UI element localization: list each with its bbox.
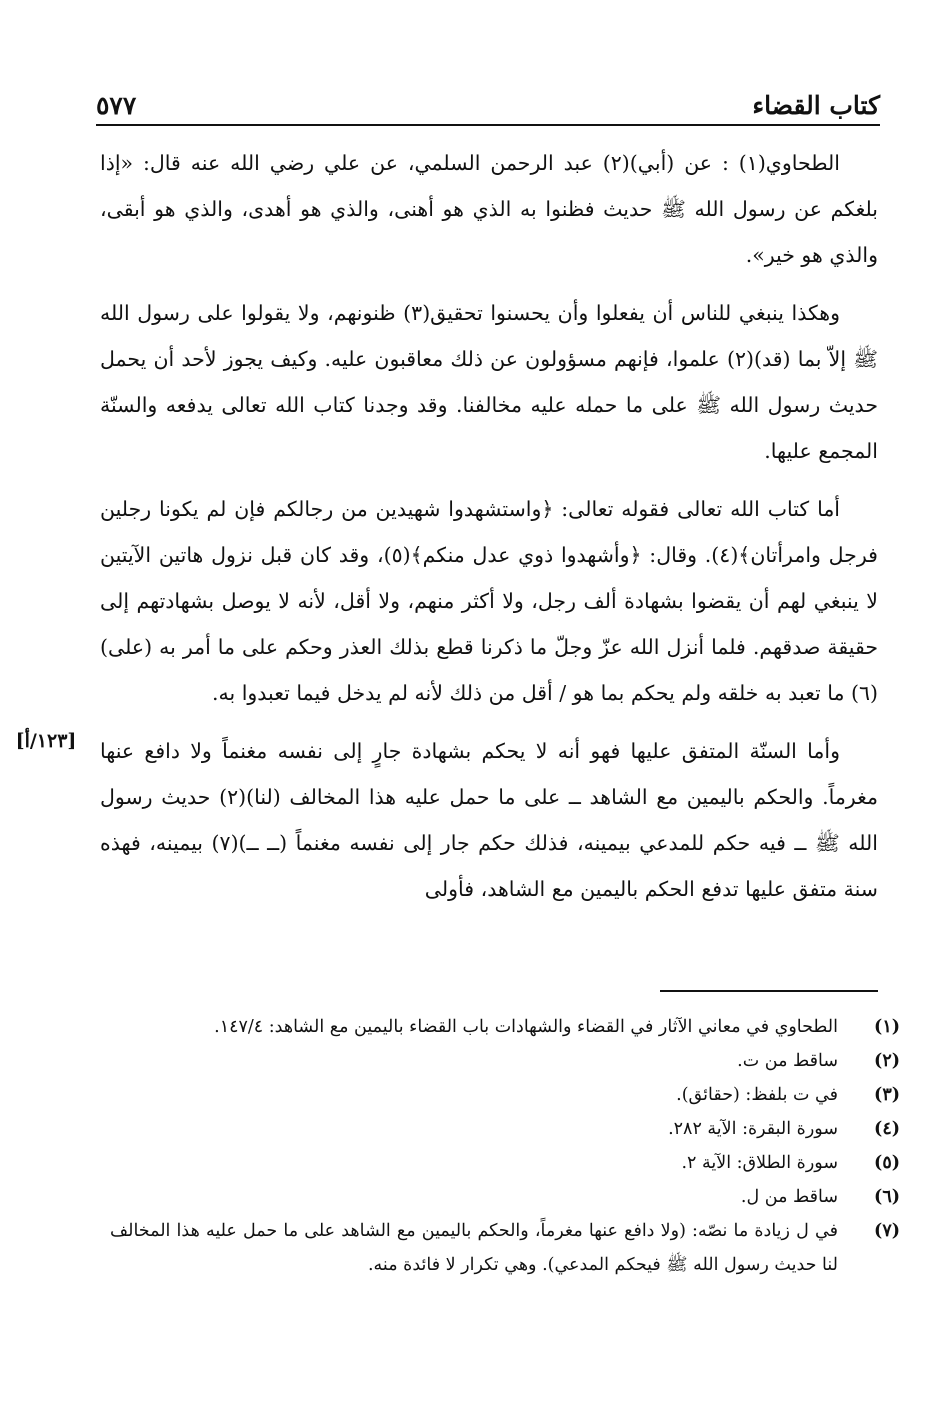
- footnote: [110, 1214, 900, 1282]
- footnote: [110, 1044, 900, 1078]
- footnote-number: (٥): [874, 1153, 900, 1173]
- footnote-number: (٧): [874, 1221, 900, 1241]
- footnote-text: ساقط من ل.: [740, 1187, 838, 1207]
- footnote-text: في ت بلفظ: (حقائق).: [676, 1085, 838, 1105]
- footnote-number: (٢): [874, 1051, 900, 1071]
- footnote-text: سورة الطلاق: الآية ٢.: [681, 1153, 838, 1173]
- footnote-text: في ل زيادة ما نصّه: (ولا دافع عنها مغرماً، والحكم باليمين مع الشاهد على ما حمل عليه هذا المخالف لنا حديث رسول الله ﷺ فيحكم المدعي). وهي تكرار لا فائدة منه.: [110, 1221, 838, 1275]
- footnote-number: (٦): [874, 1187, 900, 1207]
- manuscript-folio-marker: [١٢٣/أ]: [15, 730, 77, 752]
- footnote: [110, 1010, 900, 1044]
- main-text: [100, 140, 878, 924]
- footnote-text: ساقط من ت.: [737, 1051, 838, 1071]
- footnote-separator: [660, 990, 878, 992]
- footnote: [110, 1078, 900, 1112]
- footnote: [110, 1112, 900, 1146]
- paragraph-2: وهكذا ينبغي للناس أن يفعلوا وأن يحسنوا تحقيق(٣) ظنونهم، ولا يقولوا على رسول الله ﷺ إلاّ بما (قد)(٢) علموا، فإنهم مسؤولون عن ذلك معاقبون عليه. وكيف يجوز لأحد أن يحمل حديث رسول الله ﷺ على ما حمله عليه مخالفنا. وقد وجدنا كتاب الله تعالى يدفعه والسنّة المجمع عليها.: [100, 301, 879, 463]
- footnote: [110, 1180, 900, 1214]
- paragraph-4: وأما السنّة المتفق عليها فهو أنه لا يحكم بشهادة جارٍ إلى نفسه مغنماً ولا دافع عنها مغرماً. والحكم باليمين مع الشاهد ــ على ما حمل عليه هذا المخالف (لنا)(٢) حديث رسول الله ﷺ ــ فيه حكم للمدعي بيمينه، فذلك حكم جار إلى نفسه مغنماً (ــ ــ)(٧) بيمينه، فهذه سنة متفق عليها تدفع الحكم باليمين مع الشاهد، فأولى: [100, 739, 878, 901]
- footnote-text: سورة البقرة: الآية ٢٨٢.: [668, 1119, 838, 1139]
- footnote-number: (٤): [874, 1119, 900, 1139]
- footnote-text: الطحاوي في معاني الآثار في القضاء والشهادات باب القضاء باليمين مع الشاهد: ١٤٧/٤.: [214, 1017, 838, 1037]
- footnote-number: (١): [874, 1017, 900, 1037]
- footnotes: [110, 1010, 900, 1282]
- running-title: كتاب القضاء: [752, 91, 880, 120]
- page-number: ٥٧٧: [96, 91, 137, 120]
- footnote-number: (٣): [874, 1085, 900, 1105]
- paragraph-3: أما كتاب الله تعالى فقوله تعالى: ﴿واستشهدوا شهيدين من رجالكم فإن لم يكونا رجلين فرجل وامرأتان﴾(٤). وقال: ﴿وأشهدوا ذوي عدل منكم﴾(٥)، وقد كان قبل نزول هاتين الآيتين لا ينبغي لهم أن يقضوا بشهادة ألف رجل، ولا أكثر منهم، ولا أقل، لأنه لا يوصل بشهادتهم إلى حقيقة صدقهم. فلما أنزل الله عزّ وجلّ ما ذكرنا قطع بذلك العذر وحكم على ما أمر به (على)(٦) ما تعبد به خلقه ولم يحكم بما هو / أقل من ذلك لأنه لم يدخل فيما تعبدوا به.: [100, 497, 878, 705]
- page-header: [96, 72, 880, 126]
- footnote: [110, 1146, 900, 1180]
- paragraph-1: الطحاوي(١) : عن (أبي)(٢) عبد الرحمن السلمي، عن علي رضي الله عنه قال: «إذا بلغكم عن رسول الله ﷺ حديث فظنوا به الذي هو أهنى، والذي هو أهدى، والذي هو أبقى، والذي هو خير».: [100, 151, 878, 267]
